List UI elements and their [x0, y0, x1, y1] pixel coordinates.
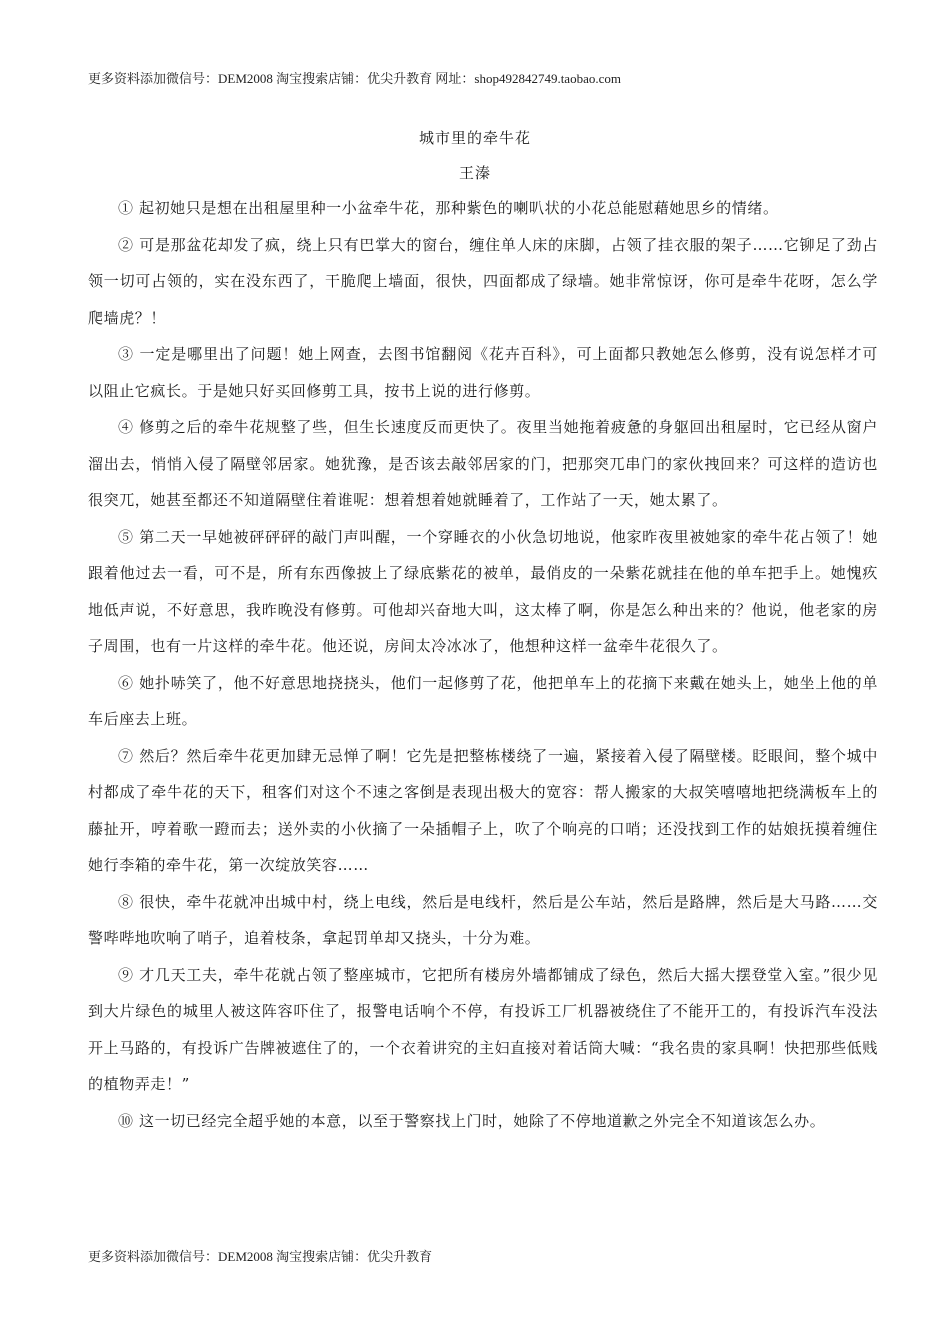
paragraph-9: ⑨ 才几天工夫，牵牛花就占领了整座城市，它把所有楼房外墙都铺成了绿色，然后大摇大摆登堂入室。”很少见到大片绿色的城里人被这阵容吓住了，报警电话响个不停，有投诉工厂机器被绕住了不能开工的，有投诉汽车没法开上马路的，有投诉广告牌被遮住了的，一个衣着讲究的主妇直接对着话筒大喊：“我名贵的家具啊！快把那些低贱的植物弄走！” — [88, 965, 878, 1093]
paragraph-8: ⑧ 很快，牵牛花就冲出城中村，绕上电线，然后是电线杆，然后是公车站，然后是路牌，然后是大马路……交警哔哔地吹响了哨子，追着枝条，拿起罚单却又挠头，十分为难。 — [88, 892, 878, 947]
footer-note: 更多资料添加微信号：DEM2008 淘宝搜索店铺：优尖升教育 — [88, 1249, 433, 1264]
article-body — [88, 190, 878, 1139]
paragraph-7: ⑦ 然后？然后牵牛花更加肆无忌惮了啊！它先是把整栋楼绕了一遍，紧接着入侵了隔壁楼。眨眼间，整个城中村都成了牵牛花的天下，租客们对这个不速之客倒是表现出极大的宽容：帮人搬家的大叔笑嘻嘻地把绕满板车上的藤扯开，哼着歌一蹬而去；送外卖的小伙摘了一朵插帽子上，吹了个响亮的口哨；还没找到工作的姑娘抚摸着缠住她行李箱的牵牛花，第一次绽放笑容…… — [88, 746, 878, 874]
article-author: 王溱 — [458, 164, 491, 182]
paragraph-6: ⑥ 她扑哧笑了，他不好意思地挠挠头，他们一起修剪了花，他把单车上的花摘下来戴在她头上，她坐上他的单车后座去上班。 — [88, 673, 878, 728]
paragraph-5: ⑤ 第二天一早她被砰砰砰的敲门声叫醒，一个穿睡衣的小伙急切地说，他家昨夜里被她家的牵牛花占领了！她跟着他过去一看，可不是，所有东西像披上了绿底紫花的被单，最俏皮的一朵紫花就挂在他的单车把手上。她愧疚地低声说，不好意思，我昨晚没有修剪。可他却兴奋地大叫，这太棒了啊，你是怎么种出来的？他说，他老家的房子周围，也有一片这样的牵牛花。他还说，房间太冷冰冰了，他想种这样一盆牵牛花很久了。 — [88, 527, 878, 655]
paragraph-10: ⑩ 这一切已经完全超乎她的本意，以至于警察找上门时，她除了不停地道歉之外完全不知道该怎么办。 — [118, 1111, 826, 1130]
paragraph-2: ② 可是那盆花却发了疯，绕上只有巴掌大的窗台，缠住单人床的床脚，占领了挂衣服的架子……它铆足了劲占领一切可占领的，实在没东西了，干脆爬上墙面，很快，四面都成了绿墙。她非常惊讶，你可是牵牛花呀，怎么学爬墙虎？！ — [88, 235, 878, 327]
paragraph-4: ④ 修剪之后的牵牛花规整了些，但生长速度反而更快了。夜里当她拖着疲惫的身躯回出租屋时，它已经从窗户溜出去，悄悄入侵了隔壁邻居家。她犹豫，是否该去敲邻居家的门，把那突兀串门的家伙拽回来？可这样的造访也很突兀，她甚至都还不知道隔壁住着谁呢：想着想着她就睡着了，工作站了一天，她太累了。 — [88, 418, 878, 509]
article-title: 城市里的牵牛花 — [418, 129, 531, 147]
paragraph-3: ③ 一定是哪里出了问题！她上网查，去图书馆翻阅《花卉百科》，可上面都只教她怎么修剪，没有说怎样才可以阻止它疯长。于是她只好买回修剪工具，按书上说的进行修剪。 — [88, 345, 878, 400]
paragraph-1: ① 起初她只是想在出租屋里种一小盆牵牛花，那种紫色的喇叭状的小花总能慰藉她思乡的情绪。 — [118, 199, 779, 217]
header-note: 更多资料添加微信号：DEM2008 淘宝搜索店铺：优尖升教育 网址：shop492842749.taobao.com — [88, 71, 621, 86]
